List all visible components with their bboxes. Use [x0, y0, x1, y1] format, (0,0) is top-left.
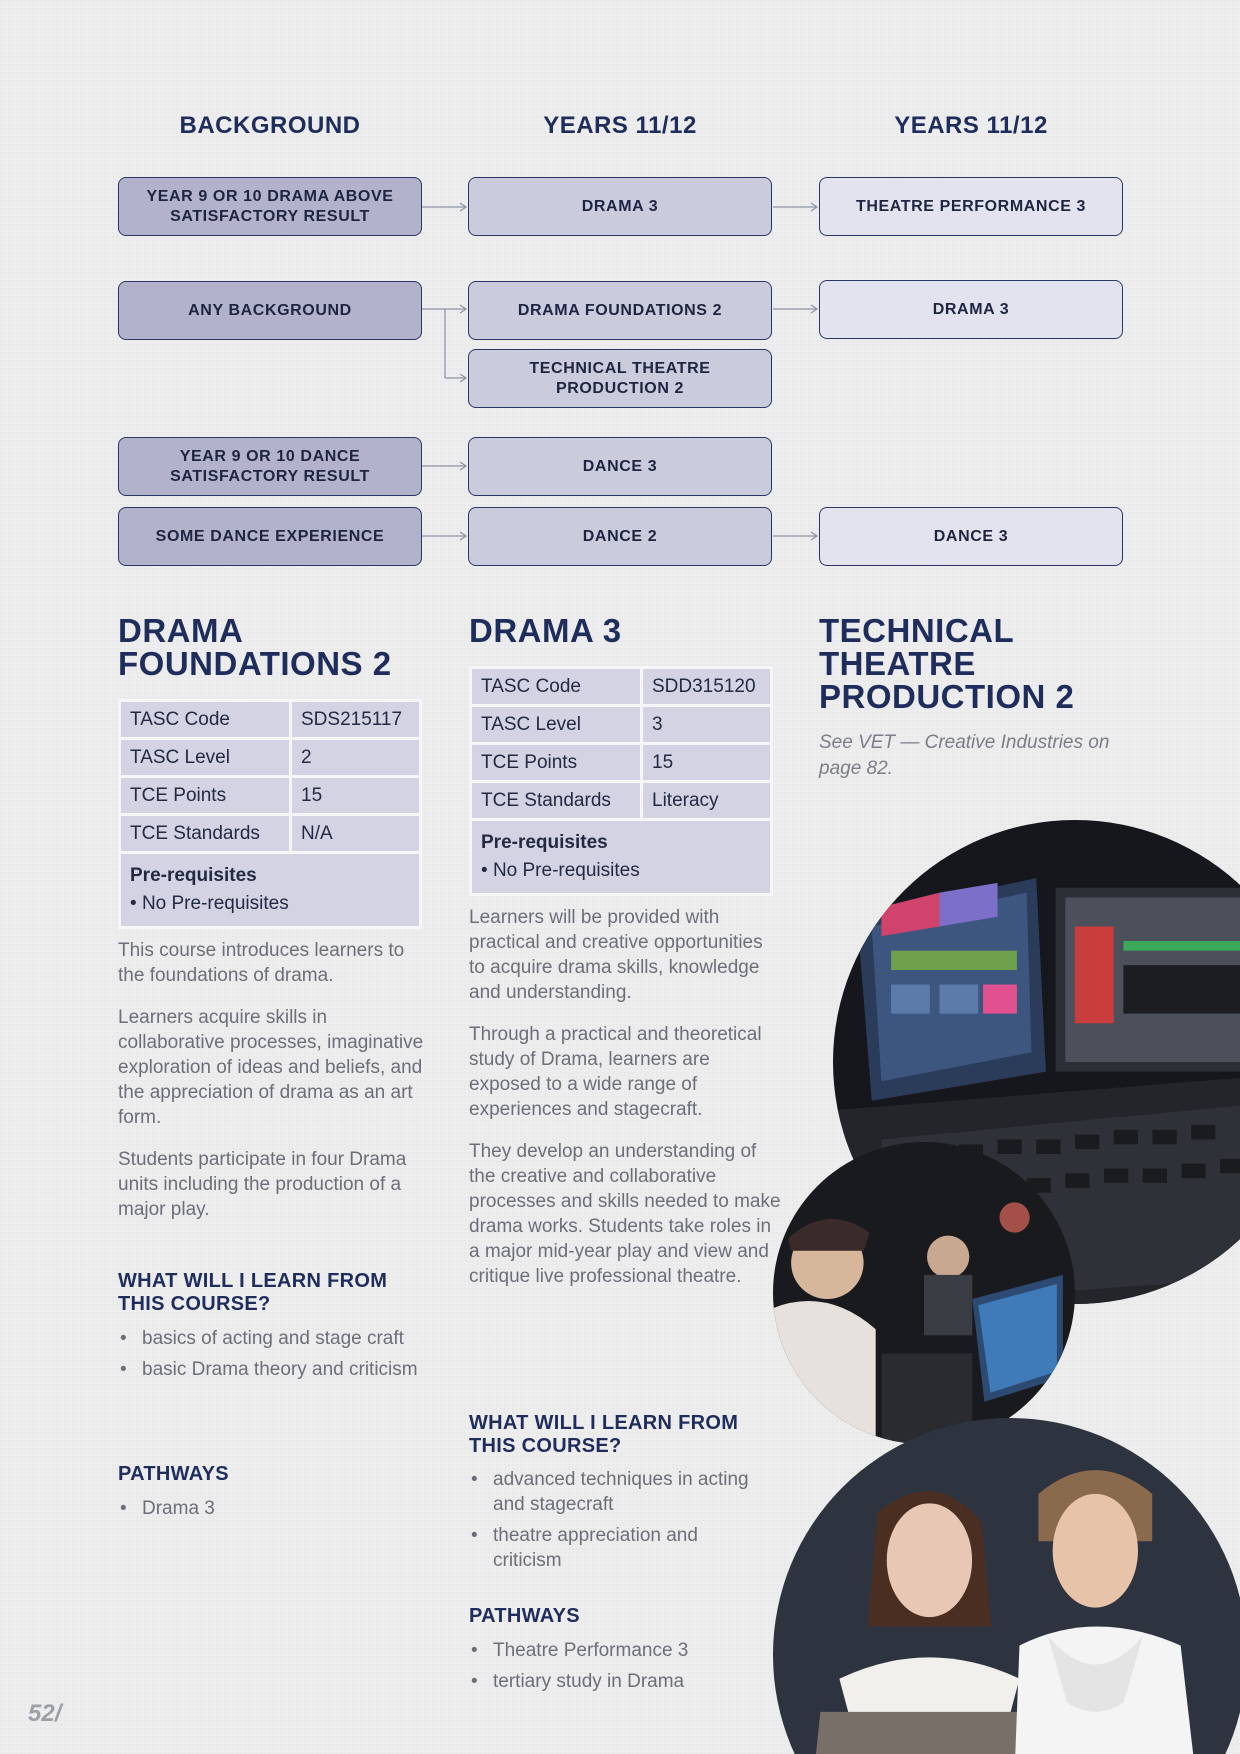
- bullet-glyph: •: [471, 1525, 478, 1546]
- list-item-text: Theatre Performance 3: [493, 1640, 689, 1661]
- pathways-list: [118, 1496, 418, 1527]
- box-drama-3: DRAMA 3: [468, 177, 772, 236]
- tce-standards-value: Literacy: [643, 783, 770, 818]
- description-paragraph: Learners will be provided with practical and creative opportunities to acquire drama skills, knowledge and understanding.: [469, 907, 763, 1003]
- list-item-text: basics of acting and stage craft: [142, 1328, 404, 1349]
- course-description: [118, 938, 428, 1239]
- course-title-line: TECHNICAL: [819, 612, 1015, 649]
- tasc-level-value: 3: [643, 707, 770, 742]
- box-theatre-performance-3: THEATRE PERFORMANCE 3: [819, 177, 1123, 236]
- tasc-level-value: 2: [292, 740, 419, 775]
- box-dance-3: DANCE 3: [468, 437, 772, 496]
- table-row: [472, 707, 770, 742]
- tce-points-value: 15: [292, 778, 419, 813]
- box-drama-3-pathway: DRAMA 3: [819, 280, 1123, 339]
- list-item: [469, 1669, 769, 1694]
- list-item: [118, 1357, 418, 1382]
- course-title-line: PRODUCTION 2: [819, 678, 1075, 715]
- table-row: [472, 821, 770, 893]
- course-info-table: [469, 666, 773, 896]
- table-row: [121, 816, 419, 851]
- learn-list: [469, 1467, 769, 1579]
- list-item-text: advanced techniques in acting and stagecraft: [493, 1469, 749, 1515]
- box-dance-3-pathway: DANCE 3: [819, 507, 1123, 566]
- box-year9-10-drama: YEAR 9 OR 10 DRAMA ABOVE SATISFACTORY RESULT: [118, 177, 422, 236]
- description-paragraph: Students participate in four Drama units including the production of a major play.: [118, 1149, 407, 1220]
- table-row: [121, 778, 419, 813]
- prerequisites-heading: Pre-requisites: [130, 865, 257, 886]
- tasc-code-value: SDS215117: [292, 702, 419, 737]
- sound-booth-photo: [773, 1142, 1075, 1444]
- box-any-background: ANY BACKGROUND: [118, 281, 422, 340]
- list-item: [469, 1638, 769, 1663]
- box-some-dance-experience: SOME DANCE EXPERIENCE: [118, 507, 422, 566]
- pathways-list: [469, 1638, 769, 1700]
- header-years-11-12-b: YEARS 11/12: [894, 112, 1048, 139]
- list-item: [118, 1326, 418, 1351]
- prerequisites-bullet: •: [481, 860, 488, 881]
- course-title-line: THEATRE: [819, 645, 976, 682]
- tce-standards-value: N/A: [292, 816, 419, 851]
- box-drama-foundations-2: DRAMA FOUNDATIONS 2: [468, 281, 772, 340]
- course-title-drama-foundations-2: [118, 614, 392, 680]
- bullet-glyph: •: [471, 1469, 478, 1490]
- pathways-heading: PATHWAYS: [118, 1463, 229, 1485]
- actors-portrait-image: [773, 1418, 1240, 1754]
- course-title-drama-3: DRAMA 3: [469, 612, 622, 649]
- list-item-text: tertiary study in Drama: [493, 1671, 685, 1692]
- tasc-code-label: TASC Code: [472, 669, 640, 704]
- tce-points-value: 15: [643, 745, 770, 780]
- box-year9-10-dance: YEAR 9 OR 10 DANCE SATISFACTORY RESULT: [118, 437, 422, 496]
- tce-standards-label: TCE Standards: [472, 783, 640, 818]
- header-years-11-12-a: YEARS 11/12: [543, 112, 697, 139]
- prerequisites-value: No Pre-requisites: [141, 893, 289, 914]
- description-paragraph: They develop an understanding of the creative and collaborative processes and skills needed to make drama works. Students take roles in a major mid-year play and view and critique live professional theatre.: [469, 1141, 781, 1287]
- learn-heading: WHAT WILL I LEARN FROM THIS COURSE?: [469, 1412, 739, 1457]
- prerequisites-bullet: •: [130, 893, 137, 914]
- tasc-code-label: TASC Code: [121, 702, 289, 737]
- tasc-level-label: TASC Level: [121, 740, 289, 775]
- description-paragraph: Learners acquire skills in collaborative processes, imaginative exploration of ideas and beliefs, and the appreciation of drama as an art form.: [118, 1007, 424, 1128]
- vet-reference-note: See VET — Creative Industries on page 82.: [819, 732, 1110, 779]
- learn-list: [118, 1326, 418, 1388]
- bullet-glyph: •: [471, 1671, 478, 1692]
- page-number: 52/: [28, 1700, 62, 1727]
- bullet-glyph: •: [471, 1640, 478, 1661]
- table-row: [121, 740, 419, 775]
- box-dance-2: DANCE 2: [468, 507, 772, 566]
- tce-points-label: TCE Points: [472, 745, 640, 780]
- prerequisites-heading: Pre-requisites: [481, 832, 608, 853]
- course-info-table: [118, 699, 422, 929]
- course-description: [469, 905, 781, 1306]
- list-item: [469, 1523, 769, 1573]
- learn-heading: WHAT WILL I LEARN FROM THIS COURSE?: [118, 1270, 388, 1315]
- list-item: [118, 1496, 418, 1521]
- tce-standards-label: TCE Standards: [121, 816, 289, 851]
- tasc-code-value: SDD315120: [643, 669, 770, 704]
- list-item-text: theatre appreciation and criticism: [493, 1525, 698, 1571]
- list-item-text: Drama 3: [142, 1498, 215, 1519]
- prerequisites-cell: [472, 821, 770, 893]
- course-title-technical-theatre-production-2: [819, 614, 1074, 713]
- prerequisites-value: No Pre-requisites: [492, 860, 640, 881]
- bullet-glyph: •: [120, 1359, 127, 1380]
- table-row: [121, 854, 419, 926]
- list-item: [469, 1467, 769, 1517]
- actors-portrait-photo: [773, 1418, 1240, 1754]
- description-paragraph: This course introduces learners to the foundations of drama.: [118, 940, 405, 986]
- table-row: [121, 702, 419, 737]
- list-item-text: basic Drama theory and criticism: [142, 1359, 418, 1380]
- course-title-line: FOUNDATIONS 2: [118, 645, 392, 682]
- box-technical-theatre-production-2: TECHNICAL THEATRE PRODUCTION 2: [468, 349, 772, 408]
- table-row: [472, 745, 770, 780]
- bullet-glyph: •: [120, 1498, 127, 1519]
- pathways-heading: PATHWAYS: [469, 1605, 580, 1627]
- tasc-level-label: TASC Level: [472, 707, 640, 742]
- tce-points-label: TCE Points: [121, 778, 289, 813]
- course-title-line: DRAMA: [118, 612, 244, 649]
- description-paragraph: Through a practical and theoretical study of Drama, learners are exposed to a wide range of experiences and stagecraft.: [469, 1024, 762, 1120]
- table-row: [472, 669, 770, 704]
- header-background: BACKGROUND: [179, 112, 361, 139]
- bullet-glyph: •: [120, 1328, 127, 1349]
- prerequisites-cell: [121, 854, 419, 926]
- table-row: [472, 783, 770, 818]
- sound-booth-image: [773, 1142, 1075, 1444]
